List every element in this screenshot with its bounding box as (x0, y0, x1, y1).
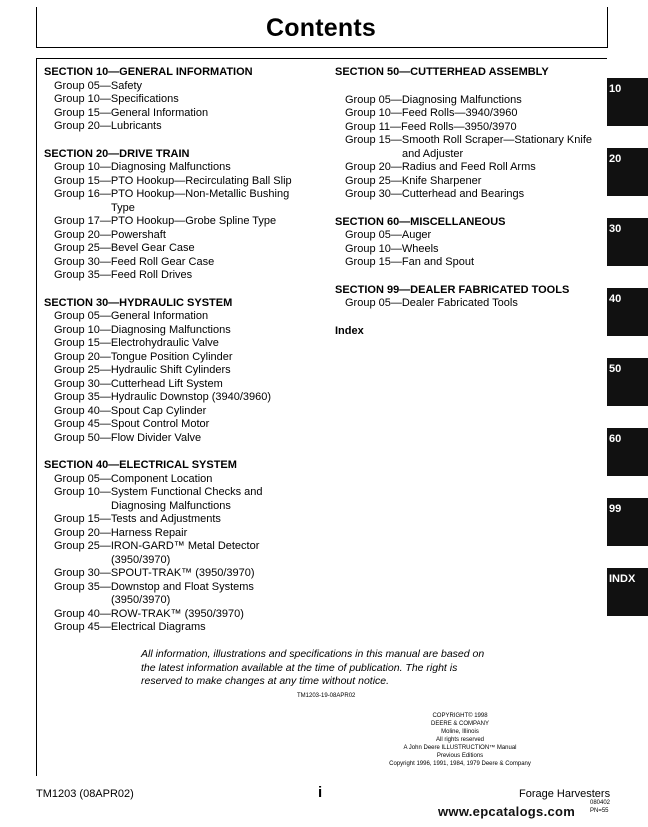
toc-section (44, 66, 324, 134)
toc-group-entry[interactable]: Group 05—Auger (345, 229, 432, 241)
section-heading[interactable]: SECTION 20—DRIVE TRAIN (44, 147, 190, 160)
toc-group-entry[interactable]: Group 10—System Functional Checks and (54, 486, 263, 498)
toc-group-entry-continuation[interactable]: Diagnosing Malfunctions (111, 499, 231, 512)
notice-line: the latest information available at the time of publication. The right is (141, 661, 458, 674)
copyright-line: COPYRIGHT© 1998 (432, 713, 488, 719)
tab-label: 30 (609, 223, 622, 235)
toc-group-entry[interactable]: Group 15—Electrohydraulic Valve (54, 337, 219, 349)
section-heading[interactable]: SECTION 99—DEALER FABRICATED TOOLS (335, 283, 570, 296)
section-heading[interactable]: SECTION 40—ELECTRICAL SYSTEM (44, 459, 237, 471)
section-tab-99[interactable] (607, 498, 648, 546)
watermark-url: www.epcatalogs.com (438, 804, 576, 819)
toc-group-entry[interactable]: Group 15—General Information (54, 106, 209, 119)
toc-group-entry[interactable]: Group 15—Fan and Spout (345, 256, 475, 268)
footer-product-name: Forage Harvesters (519, 788, 611, 800)
footer-manual-id: TM1203 (08APR02) (36, 788, 134, 800)
toc-group-entry[interactable]: Group 10—Feed Rolls—3940/3960 (345, 107, 518, 119)
toc-group-entry[interactable]: Group 10—Diagnosing Malfunctions (54, 161, 231, 173)
tab-label: 20 (609, 153, 622, 165)
toc-group-entry[interactable]: Group 30—SPOUT-TRAK™ (3950/3970) (54, 567, 255, 579)
toc-group-entry[interactable]: Group 15—Tests and Adjustments (54, 513, 221, 525)
index-entry[interactable]: Index (335, 324, 364, 337)
footer-date-code: 080402 (590, 800, 611, 806)
section-tab-20[interactable] (607, 148, 648, 196)
toc-group-entry[interactable]: Group 05—Safety (54, 79, 143, 92)
tab-label: 60 (609, 433, 622, 445)
toc-group-entry-continuation[interactable]: and Adjuster (402, 147, 464, 160)
section-heading[interactable]: SECTION 60—MISCELLANEOUS (335, 215, 506, 228)
toc-left-column (44, 66, 324, 649)
section-heading[interactable]: SECTION 30—HYDRAULIC SYSTEM (44, 296, 233, 309)
section-tab-40[interactable] (607, 288, 648, 336)
toc-group-entry[interactable]: Group 20—Radius and Feed Roll Arms (345, 161, 536, 173)
tab-label: 10 (609, 83, 622, 95)
toc-group-entry[interactable]: Group 05—Dealer Fabricated Tools (345, 297, 518, 309)
toc-group-entry-continuation[interactable]: Type (111, 201, 135, 214)
copyright-line: Moline, Illinois (441, 729, 479, 735)
copyright-line: Copyright 1996, 1991, 1984, 1979 Deere & Company (389, 761, 531, 767)
toc-group-entry[interactable]: Group 20—Tongue Position Cylinder (54, 350, 233, 363)
disclaimer-notice (141, 648, 521, 689)
toc-group-entry[interactable]: Group 25—Bevel Gear Case (54, 242, 195, 254)
tab-label: 99 (609, 503, 622, 515)
toc-section (44, 148, 324, 283)
toc-group-entry[interactable]: Group 30—Cutterhead and Bearings (345, 188, 525, 200)
notice-line: reserved to make changes at any time without notice. (141, 675, 390, 687)
toc-section (44, 297, 324, 446)
section-heading[interactable]: SECTION 10—GENERAL INFORMATION (44, 66, 253, 78)
toc-group-entry[interactable]: Group 45—Electrical Diagrams (54, 621, 206, 633)
toc-group-entry[interactable]: Group 45—Spout Control Motor (54, 418, 210, 430)
footer-page-code: PN=55 (590, 808, 609, 814)
page-title: Contents (266, 14, 376, 42)
toc-group-entry[interactable]: Group 10—Wheels (345, 242, 439, 255)
section-tab-30[interactable] (607, 218, 648, 266)
toc-group-entry[interactable]: Group 05—General Information (54, 310, 209, 322)
toc-group-entry-continuation[interactable]: (3950/3970) (111, 553, 171, 566)
copyright-line: A John Deere ILLUSTRUCTION™ Manual (403, 745, 517, 751)
toc-group-entry[interactable]: Group 25—IRON-GARD™ Metal Detector (54, 540, 260, 552)
toc-group-entry[interactable]: Group 35—Downstop and Float Systems (54, 580, 254, 593)
toc-group-entry[interactable]: Group 40—Spout Cap Cylinder (54, 404, 207, 417)
toc-right-column (335, 66, 605, 338)
footer-page-number: i (318, 784, 323, 801)
toc-group-entry[interactable]: Group 16—PTO Hookup—Non-Metallic Bushing (54, 188, 290, 200)
notice-line: All information, illustrations and specifications in this manual are based on (141, 648, 485, 660)
toc-group-entry[interactable]: Group 30—Cutterhead Lift System (54, 377, 223, 390)
toc-group-entry[interactable]: Group 25—Knife Sharpener (345, 174, 482, 187)
toc-section (335, 216, 605, 270)
toc-group-entry[interactable]: Group 40—ROW-TRAK™ (3950/3970) (54, 607, 244, 620)
toc-group-entry[interactable]: Group 17—PTO Hookup—Grobe Spline Type (54, 215, 277, 227)
toc-group-entry[interactable]: Group 25—Hydraulic Shift Cylinders (54, 364, 231, 376)
section-tab-60[interactable] (607, 428, 648, 476)
toc-group-entry[interactable]: Group 20—Powershaft (54, 228, 166, 241)
tab-label: 40 (609, 293, 622, 305)
tab-label: INDX (609, 573, 636, 585)
toc-group-entry[interactable]: Group 05—Component Location (54, 472, 213, 485)
copyright-block (380, 712, 540, 768)
toc-group-entry[interactable]: Group 05—Diagnosing Malfunctions (345, 93, 522, 106)
section-tab-50[interactable] (607, 358, 648, 406)
toc-section (335, 284, 605, 311)
toc-group-entry[interactable]: Group 20—Lubricants (54, 120, 162, 132)
toc-group-entry[interactable]: Group 50—Flow Divider Valve (54, 431, 202, 444)
toc-group-entry[interactable]: Group 35—Hydraulic Downstop (3940/3960) (54, 391, 272, 403)
toc-group-entry[interactable]: Group 11—Feed Rolls—3950/3970 (345, 120, 517, 133)
toc-group-entry-continuation[interactable]: (3950/3970) (111, 594, 171, 606)
toc-group-entry[interactable]: Group 10—Specifications (54, 93, 179, 105)
toc-group-entry[interactable]: Group 30—Feed Roll Gear Case (54, 255, 215, 268)
toc-group-entry[interactable]: Group 10—Diagnosing Malfunctions (54, 323, 231, 336)
section-heading[interactable]: SECTION 50—CUTTERHEAD ASSEMBLY (335, 66, 549, 78)
tab-label: 50 (609, 363, 622, 375)
copyright-line: All rights reserved (435, 737, 485, 743)
toc-group-entry[interactable]: Group 35—Feed Roll Drives (54, 269, 193, 281)
toc-group-entry[interactable]: Group 20—Harness Repair (54, 526, 188, 539)
copyright-line: Previous Editions (436, 753, 484, 759)
section-tab-10[interactable] (607, 78, 648, 126)
copyright-line: DEERE & COMPANY (431, 721, 489, 727)
heading-spacer (335, 80, 605, 94)
toc-group-entry[interactable]: Group 15—PTO Hookup—Recirculating Ball Slip (54, 174, 292, 187)
toc-group-entry[interactable]: Group 15—Smooth Roll Scraper—Stationary Knife (345, 134, 593, 146)
document-reference: TM1203-19-08APR02 (297, 693, 356, 699)
section-tab-indx[interactable] (607, 568, 648, 616)
toc-section (44, 459, 324, 635)
toc-section (335, 66, 605, 202)
